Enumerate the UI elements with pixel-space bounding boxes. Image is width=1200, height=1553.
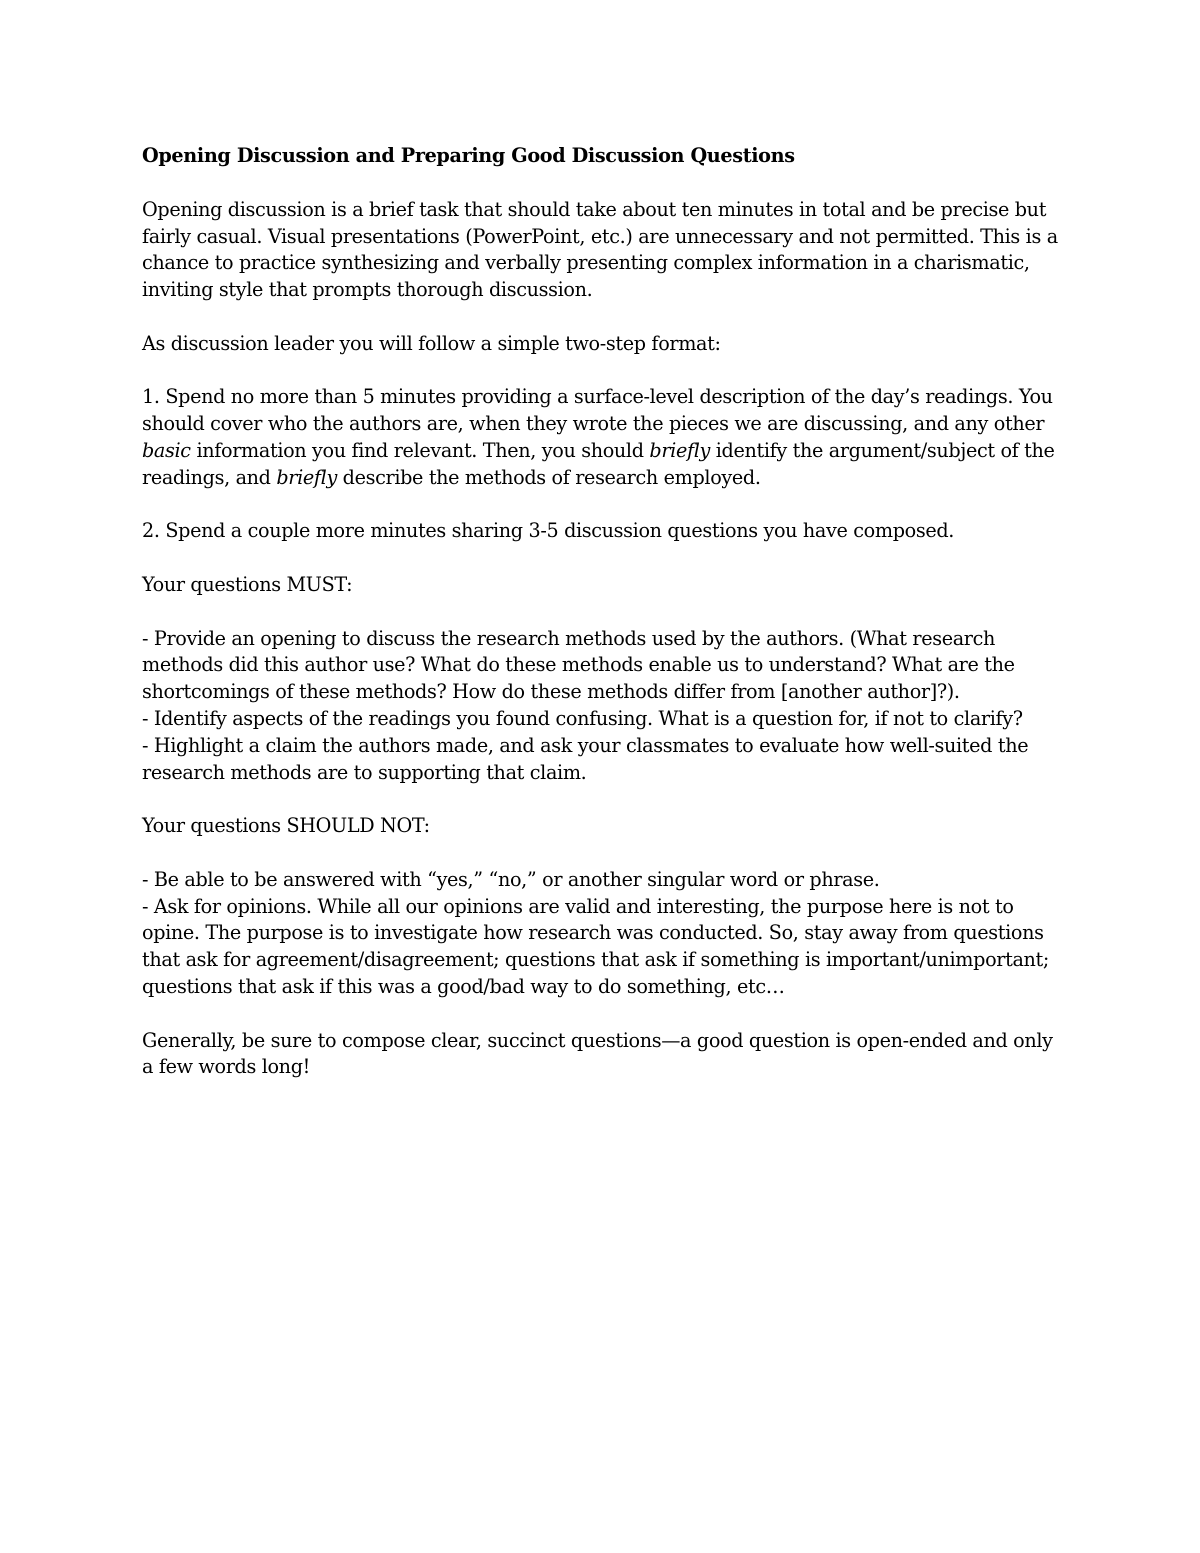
must-list-item: - Identify aspects of the readings you found confusing. What is a question for, if not to clarify? — [142, 706, 1023, 730]
closing-paragraph: Generally, be sure to compose clear, succinct questions—a good question is open-ended and only a few words long! — [142, 1028, 1053, 1079]
step-one-emphasis-briefly-2: briefly — [276, 465, 337, 489]
must-list-item: - Highlight a claim the authors made, and ask your classmates to evaluate how well-suited the research methods are to supporting that claim. — [142, 733, 1029, 784]
document-body — [142, 143, 1067, 1108]
document-title: Opening Discussion and Preparing Good Discussion Questions — [142, 144, 795, 167]
should-not-list-item: - Ask for opinions. While all our opinions are valid and interesting, the purpose here is not to opine. The purpose is to investigate how research was conducted. So, stay away from questions that ask for agreement/disagreement; questions that ask if something is important/unimportant; questions that ask if this was a good/bad way to do something, etc… — [142, 894, 1050, 998]
must-heading: Your questions MUST: — [142, 572, 353, 596]
step-one-text-1: 1. Spend no more than 5 minutes providing a surface-level description of the day’s readings. You should cover who the authors are, when they wrote the pieces we are discussing, and any other — [142, 385, 1053, 436]
format-intro-paragraph: As discussion leader you will follow a simple two-step format: — [142, 331, 721, 355]
should-not-heading: Your questions SHOULD NOT: — [142, 814, 430, 838]
should-not-list-item: - Be able to be answered with “yes,” “no,” or another singular word or phrase. — [142, 867, 880, 891]
intro-paragraph: Opening discussion is a brief task that should take about ten minutes in total and be precise but fairly casual. Visual presentations (PowerPoint, etc.) are unnecessary and not permitted. This is a chance to practice synthesizing and verbally presenting complex information in a charismatic, inviting style that prompts thorough discussion. — [142, 197, 1058, 302]
spacer — [142, 1001, 1067, 1028]
step-one-emphasis-briefly-1: briefly — [649, 438, 710, 462]
step-one-emphasis-basic: basic — [142, 438, 191, 462]
step-one-paragraph — [142, 384, 1067, 491]
step-one-text-4: describe the methods of research employed. — [336, 465, 761, 489]
must-list-item: - Provide an opening to discuss the research methods used by the authors. (What research methods did this author use? What do these methods enable us to understand? What are the shortcomings of these methods? How do these methods differ from [another author]?). — [142, 626, 1015, 704]
step-one-text-2: information you find relevant. Then, you should — [190, 438, 650, 462]
step-two-paragraph: 2. Spend a couple more minutes sharing 3-5 discussion questions you have composed. — [142, 519, 955, 543]
step-one-text-3: identify the argument/subject of the readings, and — [142, 438, 1055, 489]
spacer — [142, 786, 1067, 813]
